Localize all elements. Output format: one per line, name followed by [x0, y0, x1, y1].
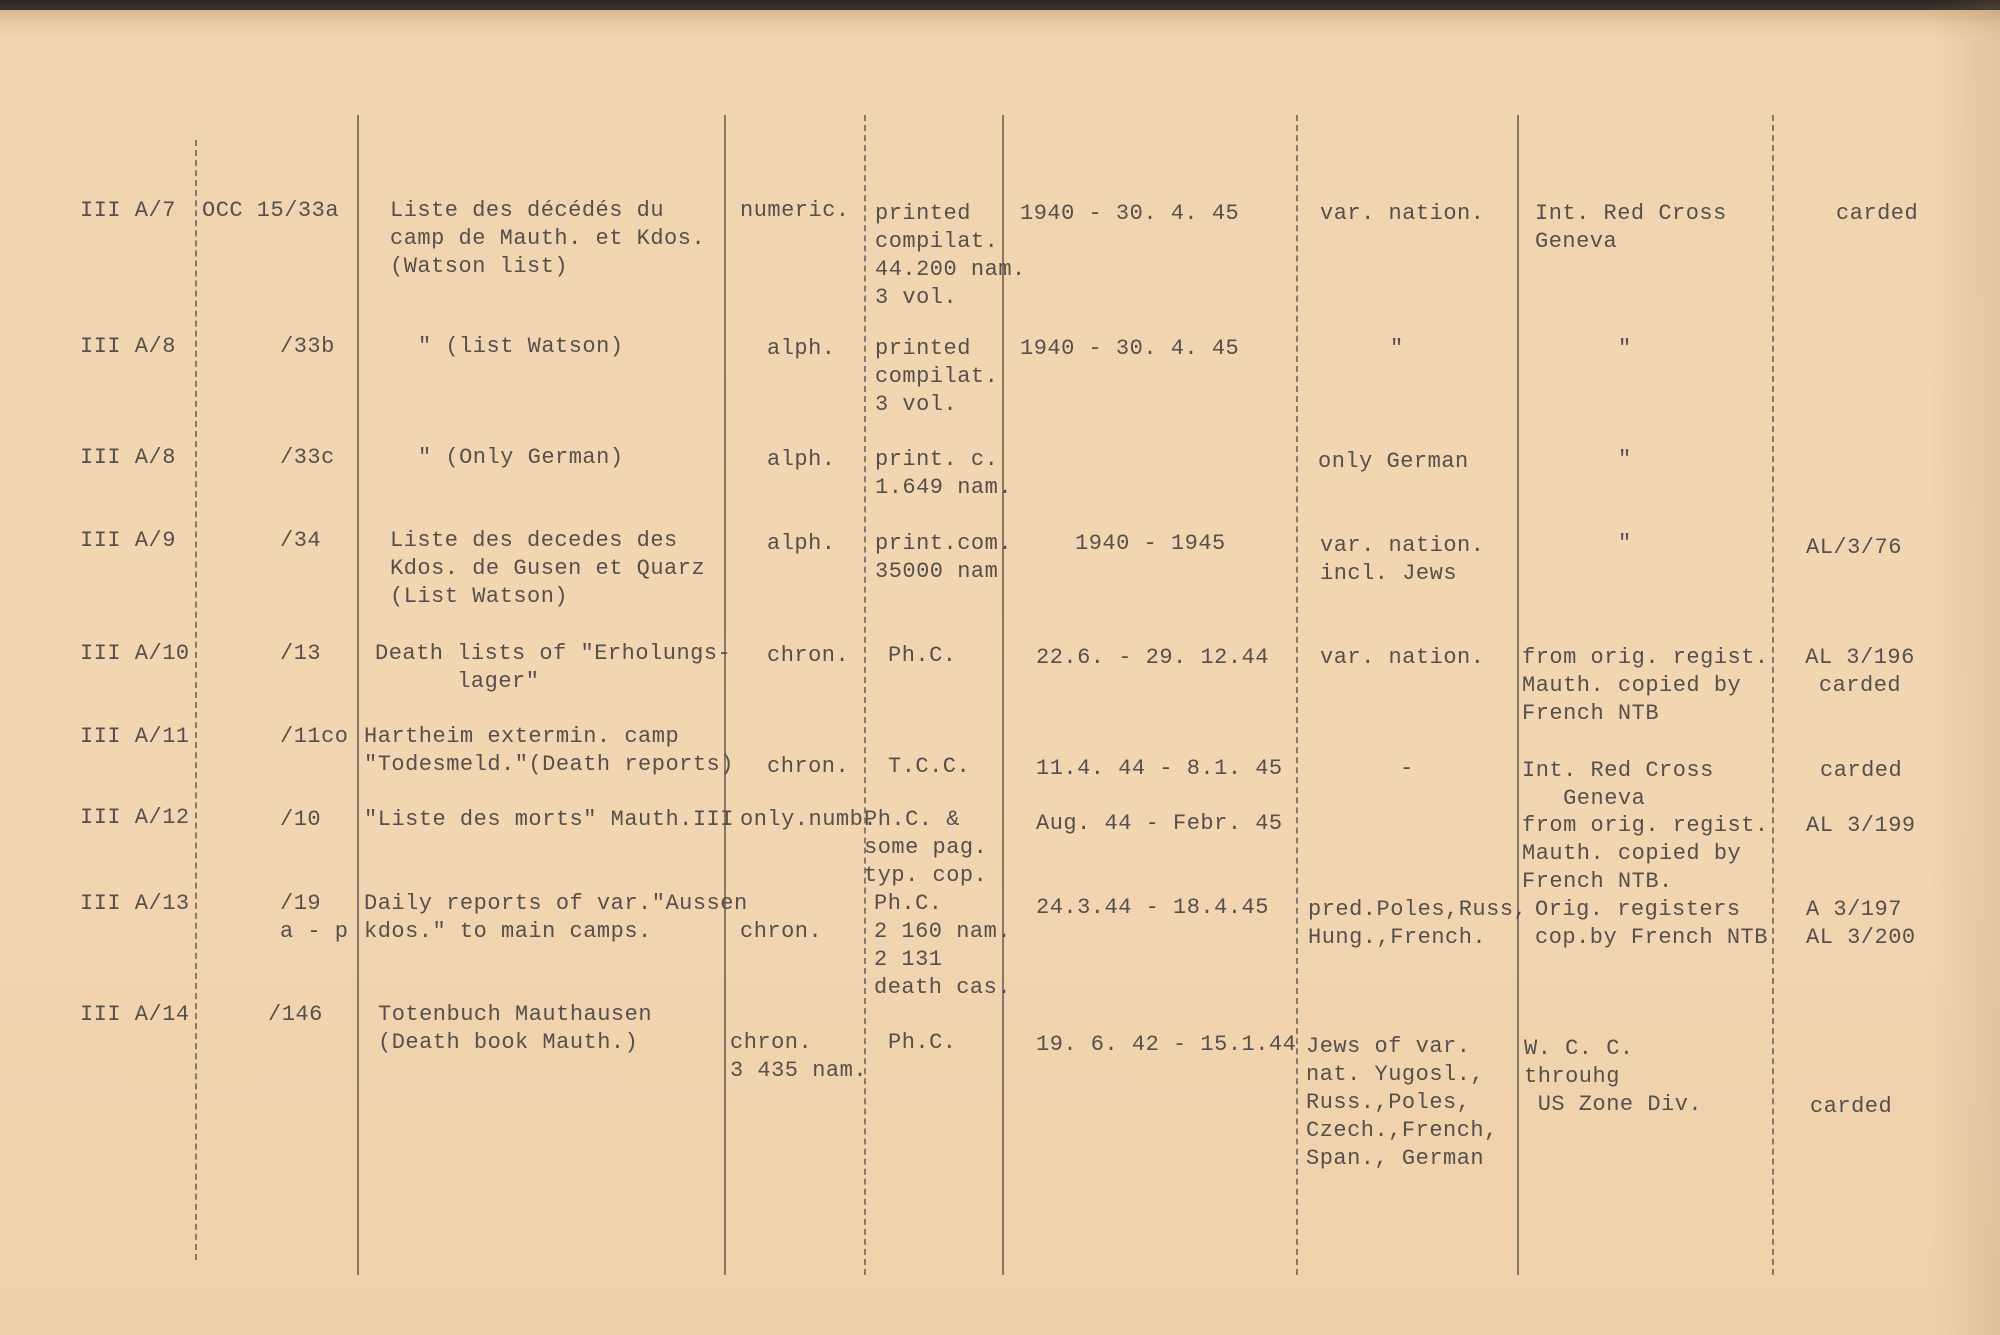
sheet-top-edge	[0, 10, 2000, 30]
entry-reference: III A/8	[80, 334, 176, 359]
entry-reference: III A/14	[80, 1002, 190, 1027]
entry-signature: /13	[280, 641, 322, 666]
entry-title: Liste des decedes des Kdos. de Gusen et Quarz (List Watson)	[390, 528, 706, 609]
entry-source: from orig. regist. Mauth. copied by French NTB.	[1522, 813, 1769, 894]
entry-arrangement: chron.	[767, 754, 850, 779]
entry-title: " (Only German)	[418, 445, 624, 470]
entry-arrangement: chron.	[740, 919, 823, 944]
entry-title: Liste des décédés du camp de Mauth. et Kdos. (Watson list)	[390, 198, 706, 279]
entry-remark: AL/3/76	[1806, 535, 1902, 560]
entry-nationality: var. nation.	[1320, 201, 1485, 226]
entry-title: " (list Watson)	[418, 334, 624, 359]
entry-title: Totenbuch Mauthausen (Death book Mauth.)	[378, 1002, 653, 1055]
entry-title: Hartheim extermin. camp "Todesmeld."(Death reports)	[364, 724, 734, 777]
entry-arrangement: chron. 3 435 nam.	[730, 1030, 868, 1083]
entry-nationality: Jews of var. nat. Yugosl., Russ.,Poles, Czech.,French, Span., German	[1306, 1034, 1498, 1171]
entry-remark: AL 3/196 carded	[1805, 645, 1915, 698]
column-rule	[1517, 115, 1519, 1275]
entry-title: "Liste des morts" Mauth.III	[364, 807, 734, 832]
entry-reference: III A/8	[80, 445, 176, 470]
entry-dates: 1940 - 1945	[1075, 531, 1226, 556]
entry-source: Int. Red Cross Geneva	[1522, 758, 1714, 811]
entry-type: printed compilat. 3 vol.	[875, 336, 999, 417]
entry-type: Ph.C. 2 160 nam. 2 131 death cas.	[874, 891, 1012, 1000]
entry-reference: III A/7	[80, 198, 176, 223]
entry-signature: /33c	[280, 445, 335, 470]
entry-reference: III A/9	[80, 528, 176, 553]
entry-dates: 19. 6. 42 - 15.1.44	[1036, 1032, 1297, 1057]
entry-signature: /34	[280, 528, 322, 553]
entry-nationality: "	[1390, 336, 1404, 361]
entry-type: print.com. 35000 nam	[875, 531, 1013, 584]
entry-signature: /11co	[280, 724, 349, 749]
column-rule	[195, 140, 197, 1260]
entry-nationality: var. nation.	[1320, 645, 1485, 670]
entry-dates: 11.4. 44 - 8.1. 45	[1036, 756, 1283, 781]
column-rule	[864, 115, 866, 1275]
entry-source: W. C. C. throuhg US Zone Div.	[1524, 1036, 1703, 1117]
entry-reference: III A/13	[80, 891, 190, 916]
entry-source: "	[1618, 531, 1632, 556]
entry-type: Ph.C. & some pag. typ. cop.	[864, 807, 988, 888]
entry-type: Ph.C.	[888, 643, 957, 668]
entry-dates: 1940 - 30. 4. 45	[1020, 201, 1240, 226]
entry-type: T.C.C.	[888, 754, 971, 779]
page-stack-edge	[1930, 0, 2000, 1335]
entry-type: print. c. 1.649 nam.	[875, 447, 1013, 500]
entry-nationality: only German	[1318, 449, 1469, 474]
entry-signature: /33b	[280, 334, 335, 359]
entry-reference: III A/10	[80, 641, 190, 666]
entry-source: Orig. registers cop.by French NTB	[1535, 897, 1768, 950]
entry-arrangement: numeric.	[740, 198, 850, 223]
entry-remark: A 3/197 AL 3/200	[1806, 897, 1916, 950]
entry-reference: III A/11	[80, 724, 190, 749]
entry-dates: 24.3.44 - 18.4.45	[1036, 895, 1269, 920]
entry-dates: 22.6. - 29. 12.44	[1036, 645, 1269, 670]
column-rule	[1296, 115, 1298, 1275]
entry-source: from orig. regist. Mauth. copied by French NTB	[1522, 645, 1769, 726]
entry-remark: carded	[1810, 1094, 1893, 1119]
entry-source: Int. Red Cross Geneva	[1535, 201, 1727, 254]
entry-signature: OCC 15/33a	[202, 198, 340, 223]
entry-nationality: pred.Poles,Russ, Hung.,French.	[1308, 897, 1528, 950]
entry-signature: /19 a - p	[280, 891, 349, 944]
entry-title: Death lists of "Erholungs- lager"	[375, 641, 732, 694]
entry-type: Ph.C.	[888, 1030, 957, 1055]
entry-arrangement: alph.	[767, 531, 836, 556]
entry-reference: III A/12	[80, 805, 190, 830]
column-rule	[1772, 115, 1774, 1275]
entry-arrangement: alph.	[767, 336, 836, 361]
entry-dates: Aug. 44 - Febr. 45	[1036, 811, 1283, 836]
entry-remark: carded	[1836, 201, 1919, 226]
entry-arrangement: only.numb.	[740, 807, 878, 832]
entry-arrangement: alph.	[767, 447, 836, 472]
entry-remark: AL 3/199	[1806, 813, 1916, 838]
entry-source: "	[1618, 447, 1632, 472]
entry-arrangement: chron.	[767, 643, 850, 668]
entry-nationality: -	[1400, 756, 1414, 781]
entry-title: Daily reports of var."Aussen kdos." to main camps.	[364, 891, 748, 944]
entry-remark: carded	[1820, 758, 1903, 783]
entry-signature: /146	[268, 1002, 323, 1027]
entry-dates: 1940 - 30. 4. 45	[1020, 336, 1240, 361]
entry-type: printed compilat. 44.200 nam. 3 vol.	[875, 201, 1026, 310]
entry-source: "	[1618, 336, 1632, 361]
entry-nationality: var. nation. incl. Jews	[1320, 533, 1485, 586]
column-rule	[357, 115, 359, 1275]
entry-signature: /10	[280, 807, 322, 832]
